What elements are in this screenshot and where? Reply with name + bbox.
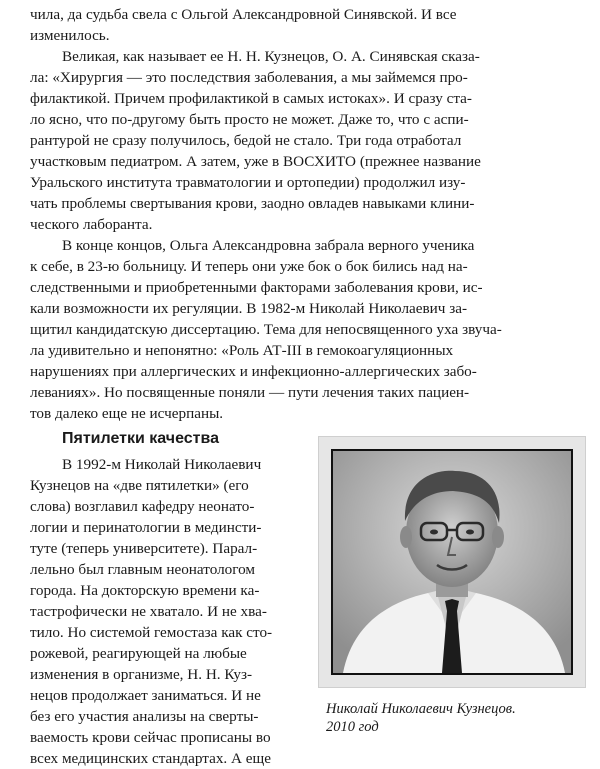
- section-heading: Пятилетки качества: [62, 430, 220, 447]
- text-line: участковым педиатром. А затем, уже в ВОСХИТО (прежнее название: [30, 153, 481, 170]
- column-line: логии и перинатологии в мединсти-: [30, 519, 262, 536]
- photo-frame: [318, 436, 586, 688]
- text-line: Уральского института травматологии и ортопедии) продолжил изу-: [30, 174, 466, 191]
- column-line: туте (теперь университете). Парал-: [30, 540, 258, 557]
- text-line: филактикой. Причем профилактикой в самых истоках». И сразу ста-: [30, 90, 472, 107]
- text-line: нарушениях при аллергических и инфекционно-аллергических забо-: [30, 363, 477, 380]
- photo-caption-year: 2010 год: [326, 719, 379, 735]
- text-line: В конце концов, Ольга Александровна забрала верного ученика: [62, 237, 475, 254]
- column-line: слова) возглавил кафедру неонато-: [30, 498, 255, 515]
- text-line: ческого лаборанта.: [30, 216, 153, 233]
- text-line: ла удивительно и непонятно: «Роль АТ-III в гемокоагуляционных: [30, 342, 454, 359]
- column-line: тастрофически не хватало. И не хва-: [30, 603, 267, 620]
- text-line: рантурой не сразу получилось, бедой не стало. Три года отработал: [30, 132, 462, 149]
- column-line: всех медицинских стандартах. А еще: [30, 750, 271, 767]
- column-line: лельно был главным неонатологом: [30, 561, 256, 578]
- column-line: тило. Но системой гемостаза как сто-: [30, 624, 273, 641]
- text-line: чать проблемы свертывания крови, заодно овладев навыками клини-: [30, 195, 475, 212]
- text-line: кали возможности их регуляции. В 1982-м Николай Николаевич за-: [30, 300, 468, 317]
- text-line: изменилось.: [30, 27, 110, 44]
- text-line: Великая, как называет ее Н. Н. Кузнецов, О. А. Синявская сказа-: [62, 48, 480, 65]
- text-line: следственными и приобретенными факторами заболевания крови, ис-: [30, 279, 483, 296]
- column-line: В 1992-м Николай Николаевич: [62, 456, 262, 473]
- text-line: ло ясно, что по-другому быть просто не может. Даже то, что с аспи-: [30, 111, 469, 128]
- column-line: без его участия анализы на сверты-: [30, 708, 259, 725]
- column-line: рожевой, реагирующей на любые: [30, 645, 247, 662]
- column-line: ваемость крови сейчас прописаны во: [30, 729, 271, 746]
- portrait-photo: [331, 449, 573, 675]
- column-line: города. На докторскую времени ка-: [30, 582, 260, 599]
- column-line: нецов продолжает заниматься. И не: [30, 687, 261, 704]
- text-line: чила, да судьба свела с Ольгой Александровной Синявской. И все: [30, 6, 457, 23]
- text-line: ла: «Хирургия — это последствия заболевания, а мы займемся про-: [30, 69, 468, 86]
- text-line: леваниях». Но посвященные поняли — пути лечения таких пациен-: [30, 384, 470, 401]
- column-line: изменения в организме, Н. Н. Куз-: [30, 666, 253, 683]
- portrait-illustration: [333, 451, 571, 673]
- photo-caption-name: Николай Николаевич Кузнецов.: [326, 701, 516, 717]
- column-line: Кузнецов на «две пятилетки» (его: [30, 477, 249, 494]
- text-line: к себе, в 23-ю больницу. И теперь они уже бок о бок бились над на-: [30, 258, 468, 275]
- text-line: щитил кандидатскую диссертацию. Тема для непосвященного уха звуча-: [30, 321, 502, 338]
- text-line: тов далеко еще не исчерпаны.: [30, 405, 224, 422]
